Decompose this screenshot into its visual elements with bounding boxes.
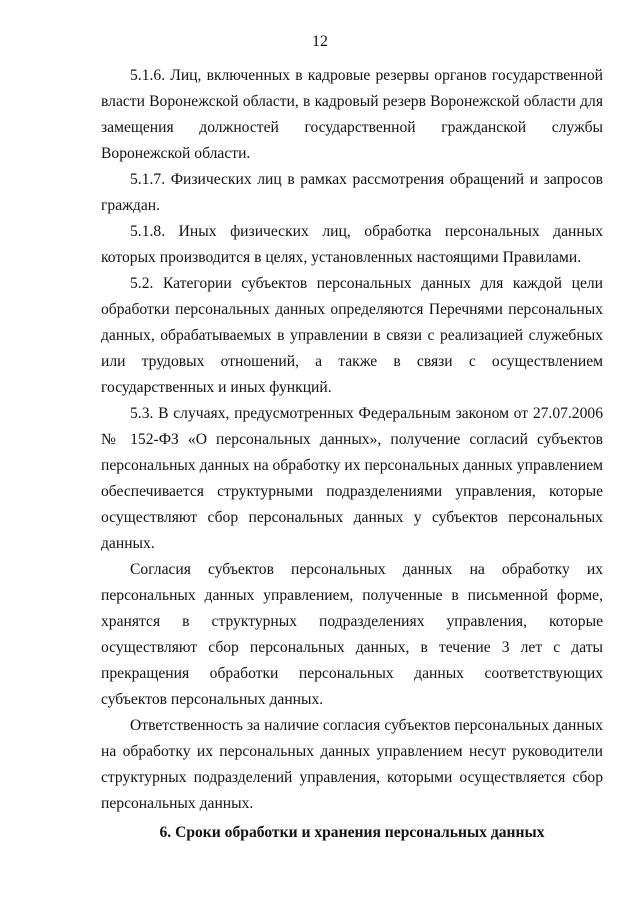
paragraph-5-2: 5.2. Категории субъектов персональных данных для каждой цели обработки персональных данных определяются Перечнями персональных данных, обрабатываемых в управлении в связи с реализацией служебных или трудовых отношений, а также в связи с осуществлением государственных и иных функций. [101,275,603,396]
paragraph-responsibility: Ответственность за наличие согласия субъектов персональных данных на обработку их персональных данных управлением несут руководители структурных подразделений управления, которыми осуществляется сбор персональных данных. [101,717,603,812]
paragraph-5-1-7: 5.1.7. Физических лиц в рамках рассмотрения обращений и запросов граждан. [101,171,603,214]
section-heading: 6. Сроки обработки и хранения персональных данных [159,824,545,841]
paragraph-consent-storage: Согласия субъектов персональных данных на обработку их персональных данных управлением, полученные в письменной форме, хранятся в структурных подразделениях управления, которые осуществляют сбор персональных данных, в течение 3 лет с даты прекращения обработки персональных данных соответствующих субъектов персональных данных. [101,561,603,708]
document-body [101,63,603,846]
paragraph-5-1-8: 5.1.8. Иных физических лиц, обработка персональных данных которых производится в целях, установленных настоящими Правилами. [101,223,603,266]
paragraph-5-3: 5.3. В случаях, предусмотренных Федеральным законом от 27.07.2006 № 152-ФЗ «О персональных данных», получение согласий субъектов персональных данных на обработку их персональных данных управлением обеспечивается структурными подразделениями управления, которые осуществляют сбор персональных данных у субъектов персональных данных. [101,405,603,552]
page-number: 12 [312,33,328,50]
paragraph-5-1-6: 5.1.6. Лиц, включенных в кадровые резервы органов государственной власти Воронежской области, в кадровый резерв Воронежской области для замещения должностей государственной гражданской службы Воронежской области. [101,67,603,162]
